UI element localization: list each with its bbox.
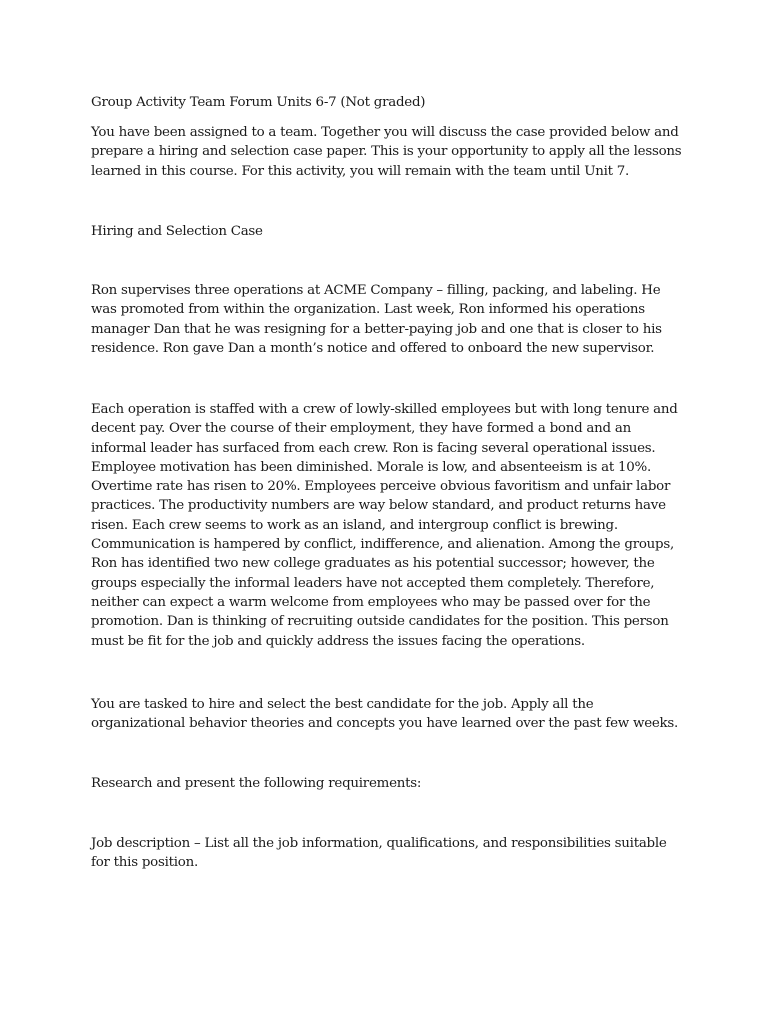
case-paragraph-3: You are tasked to hire and select the best candidate for the job. Apply all the organizational behavior theories and concepts you have learned over the past few weeks. [91, 697, 679, 732]
case-paragraph-2: Each operation is staffed with a crew of lowly-skilled employees but with long tenure and decent pay. Over the course of their employment, they have formed a bond and an informal leader has surfaced from each crew. Ron is facing several operational issues. Employee motivation has been diminished. Morale is low, and absenteeism is at 10%. Overtime rate has risen to 20%. Employees perceive obvious favoritism and unfair labor practices. The productivity numbers are way below standard, and product returns have risen. Each crew seems to work as an island, and intergroup conflict is brewing. Communication is hampered by conflict, indifference, and alienation. Among the groups, Ron has identified two new college graduates as his potential successor; however, the groups especially the informal leaders have not accepted them completely. Therefore, neither can expect a warm welcome from employees who may be passed over for the promotion. Dan is thinking of recruiting outside candidates for the position. This person must be fit for the job and quickly address the issues facing the operations. [91, 402, 678, 649]
case-paragraph-1: Ron supervises three operations at ACME Company – filling, packing, and labeling. He was promoted from within the organization. Last week, Ron informed his operations manager Dan that he was resigning for a better-paying job and one that is closer to his residence. Ron gave Dan a month’s notice and offered to onboard the new supervisor. [91, 283, 662, 356]
case-heading: Hiring and Selection Case [91, 224, 263, 239]
requirements-heading: Research and present the following requirements: [91, 776, 422, 791]
requirement-job-description: Job description – List all the job information, qualifications, and responsibilities suitable for this position. [91, 836, 667, 871]
document-title: Group Activity Team Forum Units 6-7 (Not graded) [91, 95, 426, 110]
intro-paragraph: You have been assigned to a team. Together you will discuss the case provided below and prepare a hiring and selection case paper. This is your opportunity to apply all the lessons learned in this course. For this activity, you will remain with the team until Unit 7. [91, 125, 682, 179]
